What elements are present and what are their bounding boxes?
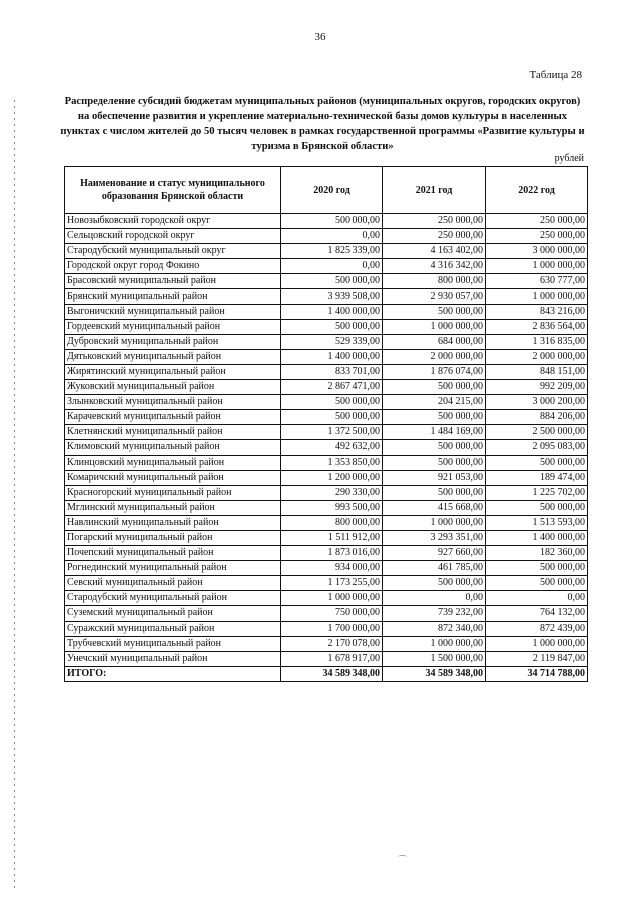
amount-cell-2022: 630 777,00 xyxy=(486,274,588,289)
amount-cell-2020: 0,00 xyxy=(281,229,383,244)
amount-cell-2022: 500 000,00 xyxy=(486,576,588,591)
amount-cell-2021: 1 000 000,00 xyxy=(383,636,486,651)
amount-cell-2022: 2 500 000,00 xyxy=(486,425,588,440)
amount-cell-2020: 993 500,00 xyxy=(281,500,383,515)
amount-cell-2020: 1 372 500,00 xyxy=(281,425,383,440)
table-row xyxy=(65,214,588,229)
table-row xyxy=(65,576,588,591)
amount-cell-2022: 2 119 847,00 xyxy=(486,651,588,666)
table-row xyxy=(65,410,588,425)
amount-cell-2021: 927 660,00 xyxy=(383,546,486,561)
amount-cell-2020: 500 000,00 xyxy=(281,319,383,334)
column-header-2020: 2020 год xyxy=(281,167,383,214)
amount-cell-2021: 204 215,00 xyxy=(383,395,486,410)
amount-cell-2020: 934 000,00 xyxy=(281,561,383,576)
municipality-name-cell: Почепский муниципальный район xyxy=(65,546,281,561)
municipality-name-cell: Злынковский муниципальный район xyxy=(65,395,281,410)
table-row xyxy=(65,349,588,364)
amount-cell-2021: 684 000,00 xyxy=(383,334,486,349)
municipality-name-cell: Рогнединский муниципальный район xyxy=(65,561,281,576)
amount-cell-2020: 500 000,00 xyxy=(281,274,383,289)
municipality-name-cell: Брянский муниципальный район xyxy=(65,289,281,304)
table-label: Таблица 28 xyxy=(529,69,582,81)
amount-cell-2020: 1 700 000,00 xyxy=(281,621,383,636)
amount-cell-2022: 182 360,00 xyxy=(486,546,588,561)
amount-cell-2022: 2 000 000,00 xyxy=(486,349,588,364)
amount-cell-2021: 4 163 402,00 xyxy=(383,244,486,259)
municipality-name-cell: Выгоничский муниципальный район xyxy=(65,304,281,319)
amount-cell-2022: 848 151,00 xyxy=(486,364,588,379)
amount-cell-2022: 0,00 xyxy=(486,591,588,606)
table-row xyxy=(65,440,588,455)
amount-cell-2022: 3 000 200,00 xyxy=(486,395,588,410)
amount-cell-2021: 921 053,00 xyxy=(383,470,486,485)
amount-cell-2021: 3 293 351,00 xyxy=(383,530,486,545)
amount-cell-2020: 290 330,00 xyxy=(281,485,383,500)
amount-cell-2022: 500 000,00 xyxy=(486,500,588,515)
municipality-name-cell: Клинцовский муниципальный район xyxy=(65,455,281,470)
amount-cell-2021: 500 000,00 xyxy=(383,576,486,591)
municipality-name-cell: Брасовский муниципальный район xyxy=(65,274,281,289)
amount-cell-2020: 2 867 471,00 xyxy=(281,380,383,395)
total-amount-cell: 34 589 348,00 xyxy=(281,666,383,681)
column-header-2022: 2022 год xyxy=(486,167,588,214)
municipality-name-cell: Красногорский муниципальный район xyxy=(65,485,281,500)
amount-cell-2020: 1 678 917,00 xyxy=(281,651,383,666)
municipality-name-cell: Дубровский муниципальный район xyxy=(65,334,281,349)
amount-cell-2022: 992 209,00 xyxy=(486,380,588,395)
amount-cell-2021: 1 484 169,00 xyxy=(383,425,486,440)
municipality-name-cell: Погарский муниципальный район xyxy=(65,530,281,545)
amount-cell-2020: 1 400 000,00 xyxy=(281,304,383,319)
amount-cell-2021: 500 000,00 xyxy=(383,440,486,455)
municipality-name-cell: Дятьковский муниципальный район xyxy=(65,349,281,364)
table-row xyxy=(65,334,588,349)
units-label: рублей xyxy=(554,153,584,164)
amount-cell-2020: 2 170 078,00 xyxy=(281,636,383,651)
amount-cell-2020: 3 939 508,00 xyxy=(281,289,383,304)
amount-cell-2021: 500 000,00 xyxy=(383,304,486,319)
municipality-name-cell: Карачевский муниципальный район xyxy=(65,410,281,425)
municipality-name-cell: Севский муниципальный район xyxy=(65,576,281,591)
page-number: 36 xyxy=(314,31,326,43)
municipality-name-cell: Новозыбковский городской округ xyxy=(65,214,281,229)
municipality-name-cell: Унечский муниципальный район xyxy=(65,651,281,666)
amount-cell-2020: 0,00 xyxy=(281,259,383,274)
amount-cell-2020: 800 000,00 xyxy=(281,515,383,530)
amount-cell-2020: 1 400 000,00 xyxy=(281,349,383,364)
subsidy-table xyxy=(64,166,588,682)
amount-cell-2022: 764 132,00 xyxy=(486,606,588,621)
table-row xyxy=(65,561,588,576)
amount-cell-2021: 2 930 057,00 xyxy=(383,289,486,304)
amount-cell-2021: 415 668,00 xyxy=(383,500,486,515)
table-row xyxy=(65,651,588,666)
amount-cell-2020: 492 632,00 xyxy=(281,440,383,455)
amount-cell-2022: 3 000 000,00 xyxy=(486,244,588,259)
document-title: Распределение субсидий бюджетам муниципальных районов (муниципальных округов, городских округов) на обеспечение развития и укрепление материально-технической базы домов культуры в населенных пунктах с числом жителей до 50 тысяч человек в рамках государственной программы «Развитие культуры и туризма в Брянской области» xyxy=(60,96,585,152)
column-header-2021: 2021 год xyxy=(383,167,486,214)
table-row xyxy=(65,319,588,334)
table-row xyxy=(65,500,588,515)
amount-cell-2022: 1 000 000,00 xyxy=(486,259,588,274)
table-row xyxy=(65,455,588,470)
amount-cell-2021: 250 000,00 xyxy=(383,229,486,244)
total-row xyxy=(65,666,588,681)
amount-cell-2021: 739 232,00 xyxy=(383,606,486,621)
municipality-name-cell: Суземский муниципальный район xyxy=(65,606,281,621)
amount-cell-2021: 500 000,00 xyxy=(383,455,486,470)
amount-cell-2020: 1 173 255,00 xyxy=(281,576,383,591)
municipality-name-cell: Стародубский муниципальный район xyxy=(65,591,281,606)
table-row xyxy=(65,546,588,561)
column-header-name: Наименование и статус муниципального образования Брянской области xyxy=(65,167,281,214)
total-amount-cell: 34 714 788,00 xyxy=(486,666,588,681)
amount-cell-2021: 500 000,00 xyxy=(383,485,486,500)
table-row xyxy=(65,244,588,259)
amount-cell-2022: 1 225 702,00 xyxy=(486,485,588,500)
table-row xyxy=(65,395,588,410)
amount-cell-2021: 1 500 000,00 xyxy=(383,651,486,666)
amount-cell-2021: 1 000 000,00 xyxy=(383,319,486,334)
municipality-name-cell: Гордеевский муниципальный район xyxy=(65,319,281,334)
amount-cell-2021: 800 000,00 xyxy=(383,274,486,289)
amount-cell-2020: 1 873 016,00 xyxy=(281,546,383,561)
amount-cell-2021: 250 000,00 xyxy=(383,214,486,229)
table-row xyxy=(65,425,588,440)
table-row xyxy=(65,591,588,606)
amount-cell-2022: 1 000 000,00 xyxy=(486,636,588,651)
amount-cell-2020: 1 200 000,00 xyxy=(281,470,383,485)
amount-cell-2021: 872 340,00 xyxy=(383,621,486,636)
amount-cell-2022: 884 206,00 xyxy=(486,410,588,425)
amount-cell-2022: 500 000,00 xyxy=(486,561,588,576)
amount-cell-2021: 500 000,00 xyxy=(383,410,486,425)
amount-cell-2020: 500 000,00 xyxy=(281,214,383,229)
municipality-name-cell: Мглинский муниципальный район xyxy=(65,500,281,515)
table-row xyxy=(65,485,588,500)
amount-cell-2021: 4 316 342,00 xyxy=(383,259,486,274)
municipality-name-cell: Суражский муниципальный район xyxy=(65,621,281,636)
table-row xyxy=(65,621,588,636)
margin-scan-mark xyxy=(14,100,15,890)
municipality-name-cell: Жирятинский муниципальный район xyxy=(65,364,281,379)
amount-cell-2020: 833 701,00 xyxy=(281,364,383,379)
amount-cell-2022: 250 000,00 xyxy=(486,229,588,244)
municipality-name-cell: Городской округ город Фокино xyxy=(65,259,281,274)
table-row xyxy=(65,606,588,621)
amount-cell-2020: 500 000,00 xyxy=(281,395,383,410)
municipality-name-cell: Стародубский муниципальный округ xyxy=(65,244,281,259)
amount-cell-2020: 750 000,00 xyxy=(281,606,383,621)
scan-artifact: ⌒ xyxy=(398,855,408,865)
table-row xyxy=(65,304,588,319)
amount-cell-2022: 1 400 000,00 xyxy=(486,530,588,545)
municipality-name-cell: Сельцовский городской округ xyxy=(65,229,281,244)
amount-cell-2022: 500 000,00 xyxy=(486,455,588,470)
amount-cell-2021: 500 000,00 xyxy=(383,380,486,395)
table-row xyxy=(65,259,588,274)
table-row xyxy=(65,229,588,244)
table-row xyxy=(65,530,588,545)
table-row xyxy=(65,636,588,651)
amount-cell-2022: 189 474,00 xyxy=(486,470,588,485)
amount-cell-2022: 2 095 083,00 xyxy=(486,440,588,455)
amount-cell-2020: 529 339,00 xyxy=(281,334,383,349)
amount-cell-2020: 1 353 850,00 xyxy=(281,455,383,470)
amount-cell-2022: 1 513 593,00 xyxy=(486,515,588,530)
amount-cell-2020: 1 825 339,00 xyxy=(281,244,383,259)
amount-cell-2021: 461 785,00 xyxy=(383,561,486,576)
table-row xyxy=(65,380,588,395)
municipality-name-cell: Клетнянский муниципальный район xyxy=(65,425,281,440)
total-amount-cell: 34 589 348,00 xyxy=(383,666,486,681)
amount-cell-2021: 1 876 074,00 xyxy=(383,364,486,379)
table-header-row xyxy=(65,167,588,214)
municipality-name-cell: Жуковский муниципальный район xyxy=(65,380,281,395)
municipality-name-cell: Климовский муниципальный район xyxy=(65,440,281,455)
amount-cell-2020: 500 000,00 xyxy=(281,410,383,425)
amount-cell-2022: 843 216,00 xyxy=(486,304,588,319)
amount-cell-2021: 2 000 000,00 xyxy=(383,349,486,364)
total-label: ИТОГО: xyxy=(65,666,281,681)
amount-cell-2021: 0,00 xyxy=(383,591,486,606)
amount-cell-2020: 1 000 000,00 xyxy=(281,591,383,606)
table-row xyxy=(65,470,588,485)
table-row xyxy=(65,515,588,530)
amount-cell-2021: 1 000 000,00 xyxy=(383,515,486,530)
amount-cell-2022: 250 000,00 xyxy=(486,214,588,229)
table-row xyxy=(65,364,588,379)
amount-cell-2022: 2 836 564,00 xyxy=(486,319,588,334)
municipality-name-cell: Навлинский муниципальный район xyxy=(65,515,281,530)
table-row xyxy=(65,274,588,289)
municipality-name-cell: Трубчевский муниципальный район xyxy=(65,636,281,651)
amount-cell-2022: 1 316 835,00 xyxy=(486,334,588,349)
municipality-name-cell: Комаричский муниципальный район xyxy=(65,470,281,485)
amount-cell-2022: 872 439,00 xyxy=(486,621,588,636)
amount-cell-2022: 1 000 000,00 xyxy=(486,289,588,304)
table-row xyxy=(65,289,588,304)
amount-cell-2020: 1 511 912,00 xyxy=(281,530,383,545)
